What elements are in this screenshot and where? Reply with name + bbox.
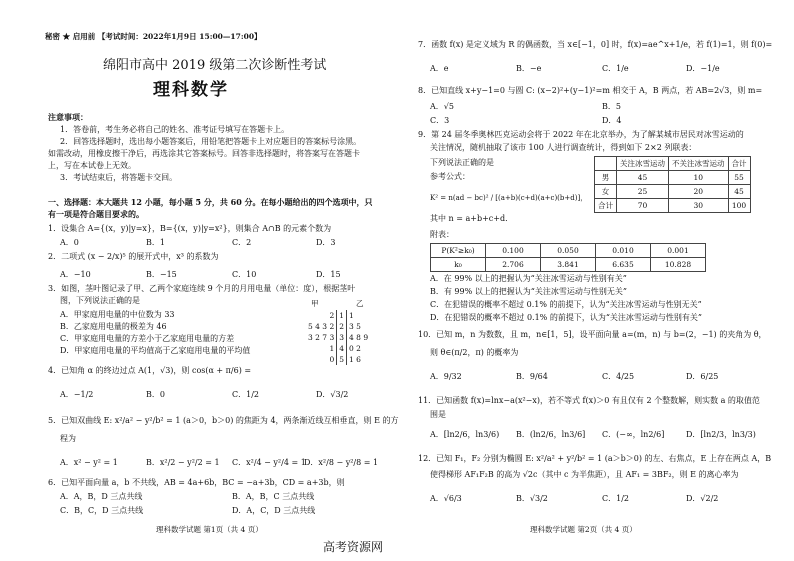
- q2-option-a: A．−10: [60, 270, 91, 279]
- stem-leaf-table: 2 1 1 5 4 3 2 2 3 5 3 2 7 3 3 4 8 9 1 4 0 2 0 5 1 6: [308, 311, 369, 364]
- q12-option-b: B．√3/2: [516, 494, 548, 503]
- question-8: 8．已知直线 x+y−1=0 与圆 C: (x−2)²+(y−1)²=m 相交于 A，B 两点，若 AB=2√3，则 m=: [418, 86, 763, 95]
- q5-option-a: A．x² − y² = 1: [60, 458, 118, 467]
- q8-option-a: A．√5: [430, 102, 454, 111]
- q1-option-b: B．1: [146, 238, 165, 247]
- section-heading: 一、选择题：本大题共 12 小题，每小题 5 分，共 60 分。在每小题给出的四个选项中，只: [48, 197, 373, 207]
- q4-option-a: A．−1/2: [60, 390, 94, 399]
- q6-option-c: C．B，C，D 三点共线: [60, 506, 144, 515]
- q4-option-b: B．0: [146, 390, 165, 399]
- q6-option-d: D．A，C，D 三点共线: [232, 506, 316, 515]
- q2-option-c: C．10: [232, 270, 257, 279]
- notice-line: 如需改动，用橡皮擦干净后，再选涂其它答案标号。回答非选择题时，将答案写在答题卡: [48, 149, 360, 158]
- formula-label: 参考公式：: [430, 172, 470, 181]
- notice-line: 上，写在本试卷上无效。: [48, 161, 136, 170]
- q7-option-c: C．1/e: [602, 64, 629, 73]
- notice-line: 1．答卷前，考生务必将自己的姓名、准考证号填写在答题卡上。: [60, 125, 290, 134]
- critical-value-table: P(K²≥k₀) 0.100 0.050 0.010 0.001 k₀ 2.706 3.841 6.635 10.828: [430, 243, 706, 272]
- q10-option-c: C．4/25: [602, 372, 635, 381]
- question-7: 7．函数 f(x) 是定义域为 R 的偶函数，当 x∈[−1，0] 时，f(x)=ae^x+1/e，若 f(1)=1，则 f(0)=: [418, 40, 773, 49]
- q9-option-d: D．在犯错误的概率不超过 0.1% 的前提下，认为“关注冰雪运动与性别有关”: [430, 313, 703, 322]
- watermark-label: 高考资源网: [323, 540, 384, 554]
- question-11: 11．已知函数 f(x)=lnx−a(x²−x)，若不等式 f(x)＞0 有且仅有 2 个整数解，则实数 a 的取值范: [418, 396, 760, 405]
- q12-option-d: D．√2/2: [686, 494, 719, 503]
- question-9-cont: 关注情况，随机抽取了该市 100 人进行调查统计，得到如下 2×2 列联表：: [430, 143, 697, 152]
- q12-option-a: A．√6/3: [430, 494, 462, 503]
- q7-option-d: D．−1/e: [686, 64, 720, 73]
- q1-option-a: A．0: [60, 238, 79, 247]
- q1-option-c: C．2: [232, 238, 252, 247]
- q8-option-c: C．3: [430, 116, 450, 125]
- question-10-cont: 则 θ∈(π/2，π) 的概率为: [430, 348, 519, 357]
- q5-option-b: B．x²/2 − y²/2 = 1: [146, 458, 220, 467]
- q5-option-c: C．x²/4 − y²/4 = 1: [232, 458, 306, 467]
- question-9-prompt: 下列说法正确的是: [430, 158, 494, 167]
- q11-option-b: B．(ln2/6，ln3/6]: [516, 430, 586, 439]
- question-3-cont: 图，下列说法正确的是: [60, 296, 140, 305]
- formula-note: 其中 n = a+b+c+d．: [430, 214, 514, 223]
- question-1: 1．设集合 A={(x，y)|y=x}，B={(x，y)|y=x²}，则集合 A∩B 的元素个数为: [48, 224, 332, 233]
- q4-option-c: C．1/2: [232, 390, 259, 399]
- q1-option-d: D．3: [316, 238, 336, 247]
- q3-option-b: B．乙家庭用电量的极差为 46: [60, 322, 167, 331]
- q10-option-b: B．9/64: [516, 372, 548, 381]
- exam-header: 秘密 ★ 启用前 【考试时间：2022年1月9日 15:00—17:00】: [45, 32, 262, 41]
- stem-head-yi: 乙: [356, 299, 364, 308]
- q6-option-b: B．A，B，C 三点共线: [232, 492, 315, 501]
- q2-option-b: B．−15: [146, 270, 177, 279]
- exam-title: 绵阳市高中 2019 级第二次诊断性考试: [103, 58, 327, 73]
- appendix-label: 附表：: [430, 230, 454, 239]
- q10-option-d: D．6/25: [686, 372, 719, 381]
- page-footer: 理科数学试题 第1页（共 4 页）: [156, 525, 263, 534]
- q7-option-b: B．−e: [516, 64, 542, 73]
- question-2: 2．二项式 (x − 2/x)⁵ 的展开式中，x³ 的系数为: [48, 252, 219, 261]
- stem-leaf-plot: [306, 298, 368, 365]
- contingency-table: 关注冰雪运动 不关注冰雪运动 合计 男 45 10 55 女 25 20 45 合计 70 30 100: [594, 156, 751, 213]
- notice-line: 2．回答选择题时，选出每小题答案后，用铅笔把答题卡上对应题目的答案标号涂黑。: [60, 137, 362, 146]
- question-4: 4．已知角 α 的终边过点 A(1，√3)，则 cos(α + π/6) =: [48, 366, 252, 375]
- question-11-cont: 围是: [430, 410, 446, 419]
- question-9: 9．第 24 届冬季奥林匹克运动会将于 2022 年在北京举办，为了解某城市居民对冰雪运动的: [418, 130, 744, 139]
- question-6: 6．已知平面向量 a，b 不共线，AB = 4a+6b，BC = −a+3b，CD = a+3b，则: [48, 478, 345, 487]
- q3-option-c: C．甲家庭用电量的方差小于乙家庭用电量的方差: [60, 334, 235, 343]
- q7-option-a: A．e: [430, 64, 449, 73]
- q5-option-d: D．x²/8 − y²/8 = 1: [304, 458, 379, 467]
- question-3: 3．如图，茎叶图记录了甲、乙两个家庭连续 9 个月的月用电量（单位：度），根据茎叶: [48, 284, 356, 293]
- question-12: 12．已知 F₁，F₂ 分别为椭圆 E: x²/a² + y²/b² = 1 (a＞b＞0) 的左、右焦点，E 上存在两点 A，B: [418, 454, 772, 463]
- q9-option-b: B．有 99% 以上的把握认为“关注冰雪运动与性别无关”: [430, 287, 627, 296]
- q11-option-d: D．[ln2/3，ln3/3): [686, 430, 756, 439]
- q9-option-c: C．在犯错误的概率不超过 0.1% 的前提下，认为“关注冰雪运动与性别无关”: [430, 300, 702, 309]
- q12-option-c: C．1/2: [602, 494, 629, 503]
- q11-option-c: C．(−∞，ln2/6]: [602, 430, 665, 439]
- q10-option-a: A．9/32: [430, 372, 462, 381]
- chi-square-formula: K² = n(ad − bc)² / [(a+b)(c+d)(a+c)(b+d)]，: [430, 194, 588, 202]
- q8-option-b: B．5: [602, 102, 621, 111]
- section-heading: 有一项是符合题目要求的。: [48, 209, 144, 219]
- subject-title: 理科数学: [153, 80, 229, 100]
- q4-option-d: D．√3/2: [316, 390, 349, 399]
- question-10: 10．已知 m，n 为数数，且 m，n∈[1，5]，设平面向量 a=(m，n) 与 b=(2，−1) 的夹角为 θ，: [418, 330, 767, 339]
- stem-head-jia: 甲: [311, 299, 319, 308]
- question-5: 5．已知双曲线 E: x²/a² − y²/b² = 1 (a＞0，b＞0) 的焦距为 4，两条渐近线互相垂直，则 E 的方: [48, 416, 399, 425]
- page-footer: 理科数学试题 第2页（共 4 页）: [530, 525, 637, 534]
- q6-option-a: A．A，B，D 三点共线: [60, 492, 143, 501]
- notice-title: 注意事项：: [48, 112, 88, 122]
- notice-line: 3．考试结束后，将答题卡交回。: [60, 173, 178, 182]
- q2-option-d: D．15: [316, 270, 341, 279]
- question-5-cont: 程为: [60, 434, 76, 443]
- question-12-cont: 使得梯形 AF₁F₂B 的高为 √2c（其中 c 为半焦距），且 AF₁ = 3BF₂，则 E 的离心率为: [430, 470, 739, 479]
- q3-option-d: D．甲家庭用电量的平均值高于乙家庭用电量的平均值: [60, 346, 251, 355]
- q8-option-d: D．4: [602, 116, 622, 125]
- q3-option-a: A．甲家庭用电量的中位数为 33: [60, 310, 175, 319]
- q11-option-a: A．[ln2/6，ln3/6): [430, 430, 500, 439]
- q9-option-a: A．在 99% 以上的把握认为“关注冰雪运动与性别有关”: [430, 274, 627, 283]
